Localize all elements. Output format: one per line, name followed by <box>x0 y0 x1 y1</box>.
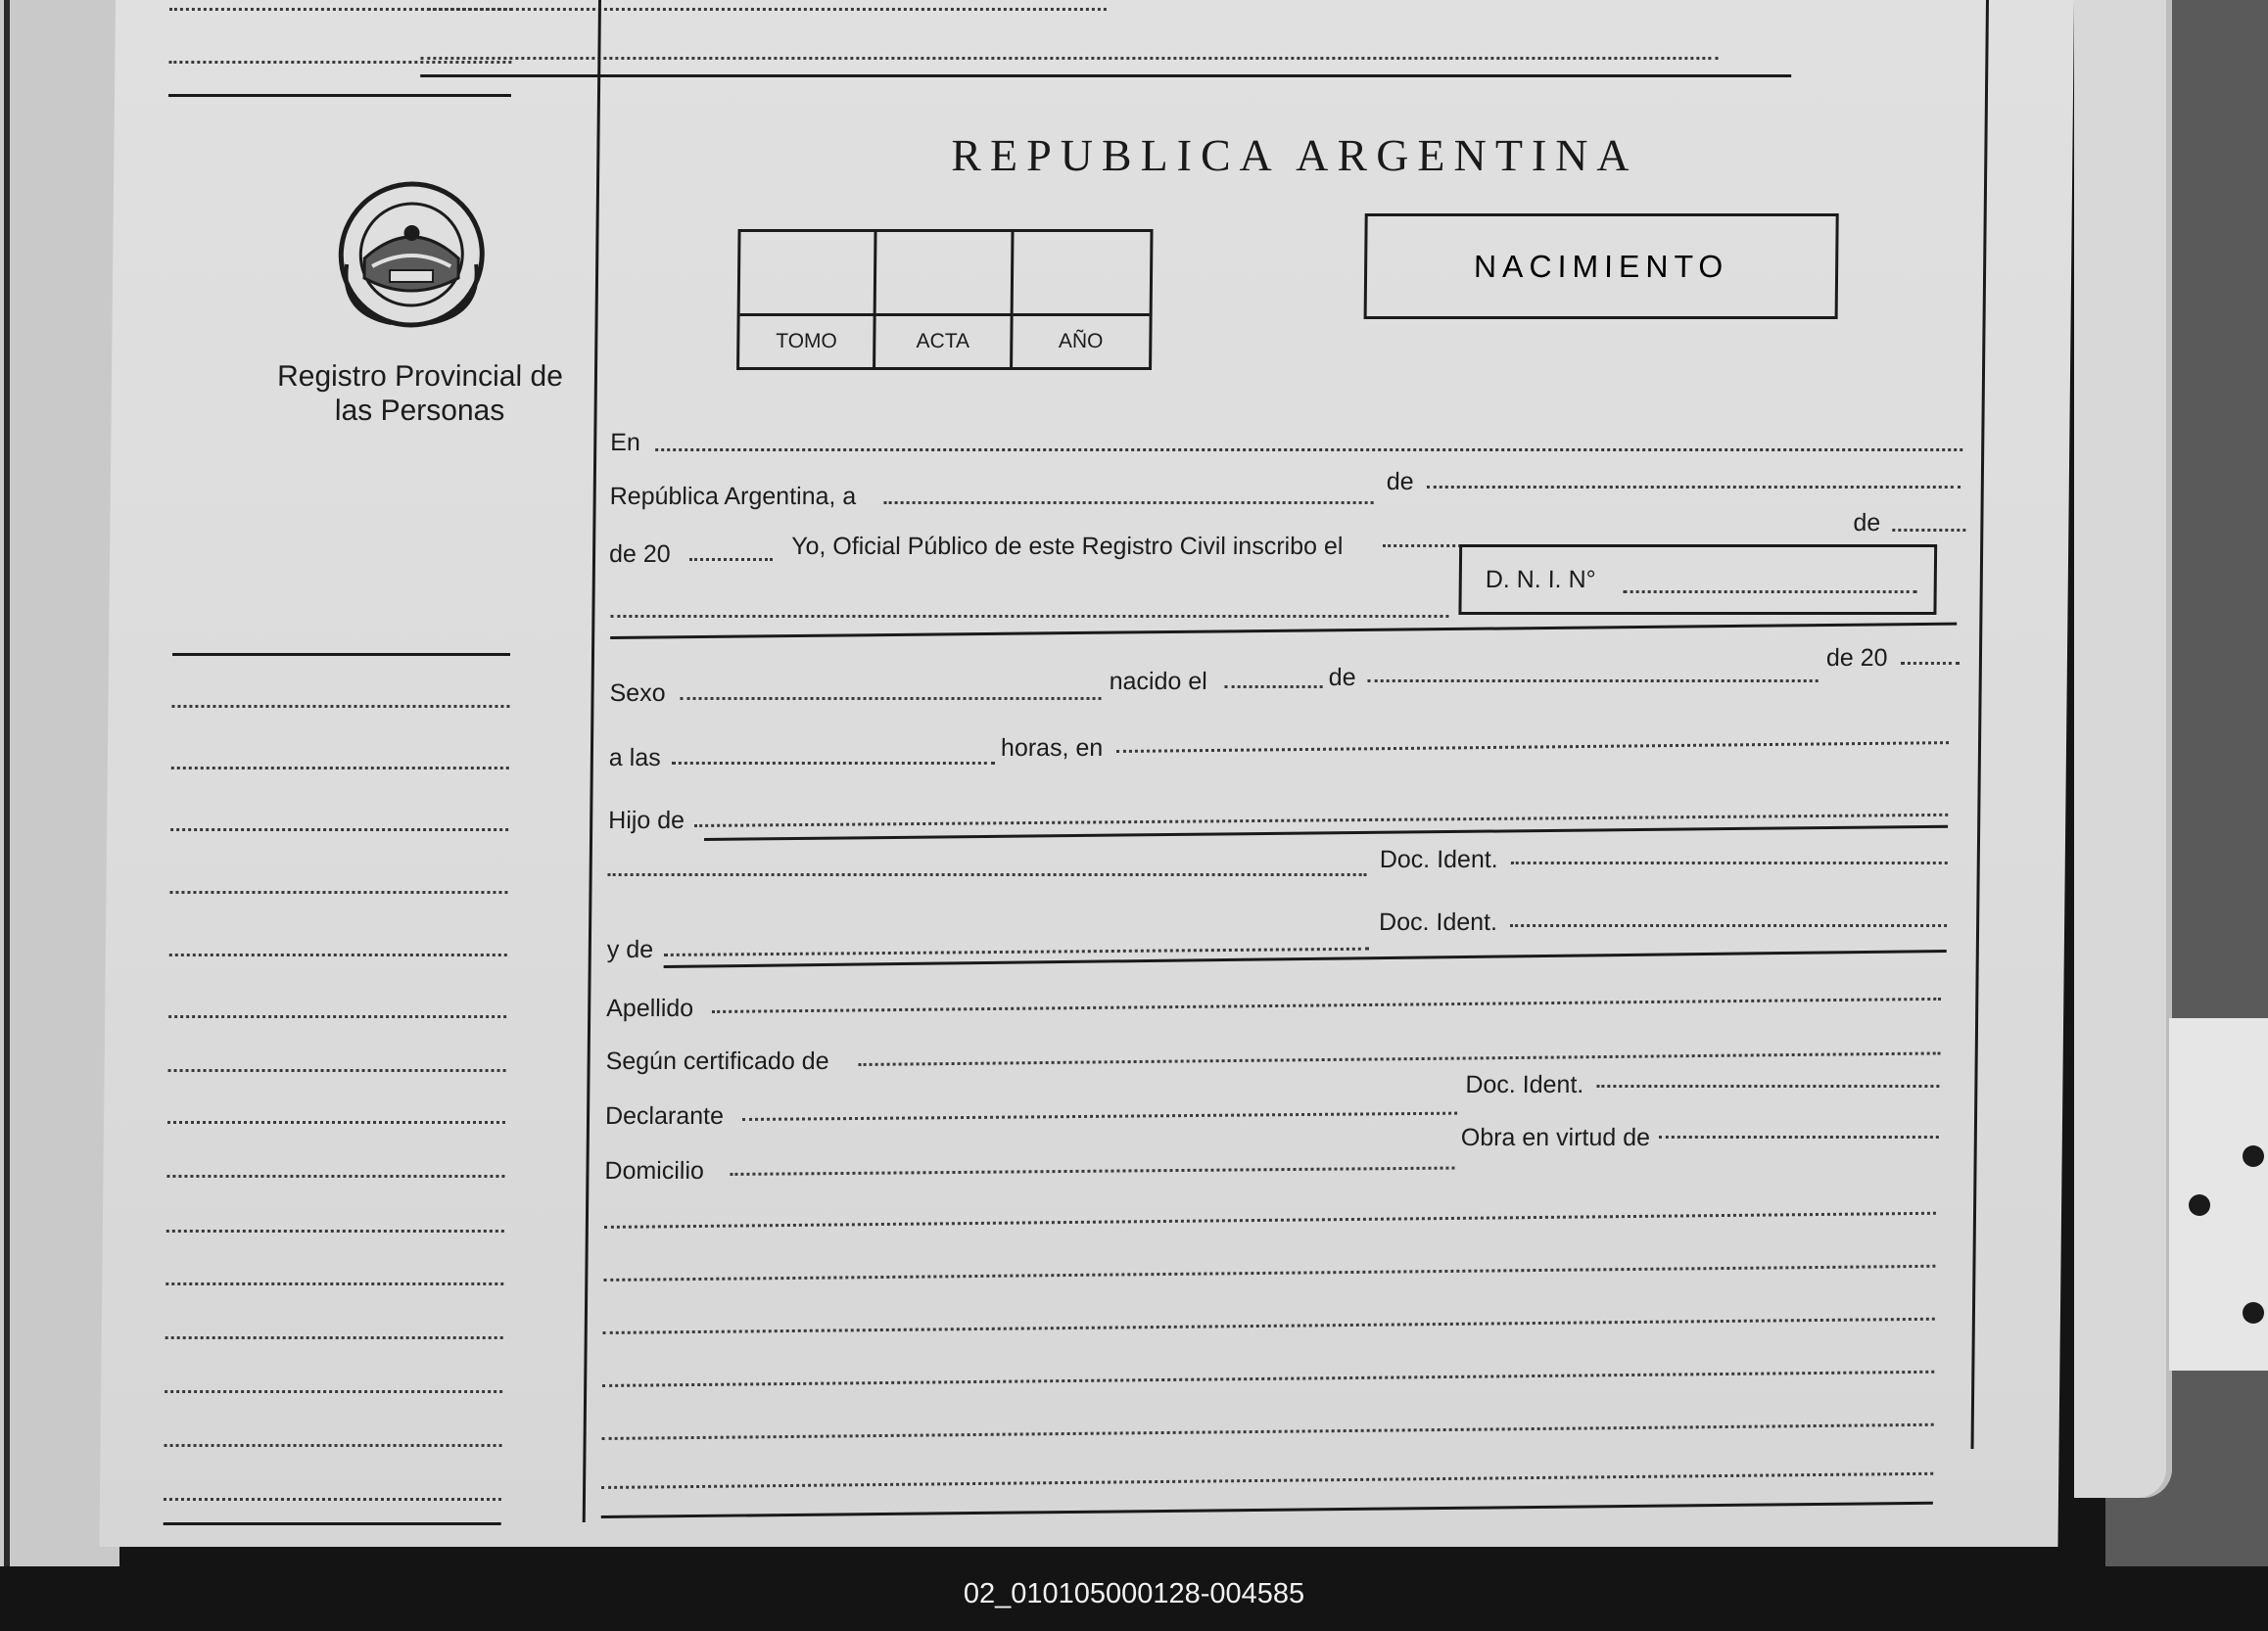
ano-header: AÑO <box>1058 330 1104 352</box>
blank-line <box>168 61 511 64</box>
blank-line <box>165 1336 503 1339</box>
blank-line <box>168 1069 506 1072</box>
dni-label: D. N. I. N° <box>1485 565 1596 593</box>
en-label: En <box>610 429 641 456</box>
blank-line[interactable] <box>1659 1136 1939 1139</box>
blank-line[interactable] <box>694 814 1948 827</box>
y-de-label: y de <box>606 936 654 963</box>
right-border <box>1971 0 1989 1449</box>
blank-line <box>166 1230 504 1233</box>
country-title: REPUBLICA ARGENTINA <box>951 130 1638 180</box>
blank-line[interactable] <box>1368 679 1819 682</box>
blank-line[interactable] <box>664 948 1369 956</box>
a-las-label: a las <box>608 744 661 771</box>
acta-header: ACTA <box>875 316 1013 367</box>
blank-line[interactable] <box>681 697 1102 700</box>
blank-line <box>169 954 507 956</box>
blank-line <box>165 1390 502 1393</box>
birth-certificate-page <box>99 0 2074 1547</box>
registry-name: Registro Provincial de las Personas <box>276 360 564 428</box>
column-divider <box>583 0 601 1522</box>
nacido-el-label: nacido el <box>1109 668 1207 695</box>
dni-input-line[interactable] <box>1624 590 1917 593</box>
acta-value-cell[interactable] <box>876 232 1014 316</box>
blank-line[interactable] <box>655 448 1962 451</box>
divider <box>704 825 1948 841</box>
image-id-caption: 02_010105000128-004585 <box>963 1578 1305 1609</box>
blank-line <box>164 1498 501 1501</box>
divider <box>164 1522 501 1525</box>
blank-line <box>421 8 1107 11</box>
horas-en-label: horas, en <box>1000 734 1104 762</box>
blank-line <box>170 828 508 831</box>
sexo-label: Sexo <box>609 679 666 707</box>
blank-line[interactable] <box>689 558 773 561</box>
doc-ident-label-1: Doc. Ident. <box>1379 846 1498 873</box>
blank-line[interactable] <box>1892 529 1965 532</box>
de-label-3: de <box>1328 664 1356 691</box>
blank-line[interactable] <box>601 1472 1933 1489</box>
hijo-de-label: Hijo de <box>608 807 685 834</box>
blank-line[interactable] <box>712 998 1941 1013</box>
tomo-value-cell[interactable] <box>740 232 877 316</box>
blank-line[interactable] <box>603 1318 1935 1334</box>
blank-line[interactable] <box>1510 924 1947 927</box>
blank-line[interactable] <box>859 1051 1941 1066</box>
doc-ident-label-2: Doc. Ident. <box>1378 909 1498 936</box>
divider <box>420 74 1791 77</box>
blank-line[interactable] <box>603 1265 1935 1282</box>
blank-line[interactable] <box>604 1212 1936 1229</box>
blank-line[interactable] <box>610 615 1448 618</box>
blank-line[interactable] <box>1596 1085 1939 1088</box>
blank-line[interactable] <box>602 1371 1934 1387</box>
blank-line <box>169 891 507 894</box>
blank-line[interactable] <box>730 1167 1454 1176</box>
coat-of-arms-icon <box>332 176 491 333</box>
republica-a-label: República Argentina, a <box>609 483 857 510</box>
segun-certificado-label: Según certificado de <box>605 1048 829 1075</box>
blank-line[interactable] <box>608 873 1367 876</box>
yo-oficial-label: Yo, Oficial Público de este Registro Civil inscribo el <box>791 533 1344 560</box>
record-number-table <box>736 229 1154 370</box>
de-label-2: de <box>1853 509 1881 536</box>
blank-line[interactable] <box>1225 685 1323 688</box>
act-type-box <box>1364 213 1839 319</box>
declarante-label: Declarante <box>604 1102 725 1130</box>
de-label: de <box>1386 468 1414 495</box>
blank-line[interactable] <box>1901 662 1960 665</box>
blank-line <box>420 57 1718 60</box>
apellido-label: Apellido <box>606 995 694 1022</box>
dni-box <box>1458 544 1937 615</box>
divider <box>601 1502 1933 1518</box>
ano-value-cell[interactable] <box>1013 232 1150 316</box>
blank-line[interactable] <box>884 501 1374 504</box>
binder-frame <box>2074 0 2172 1498</box>
blank-line[interactable] <box>672 762 995 765</box>
blank-line <box>166 1175 504 1178</box>
binder-clip <box>2169 1018 2268 1371</box>
de20-label-2: de 20 <box>1825 644 1888 672</box>
blank-line <box>165 1282 503 1285</box>
divider <box>172 653 510 656</box>
blank-line <box>171 705 509 708</box>
act-type-label: NACIMIENTO <box>1473 248 1729 284</box>
de20-label: de 20 <box>608 540 671 568</box>
blank-line[interactable] <box>1116 741 1949 753</box>
obra-en-virtud-label: Obra en virtud de <box>1460 1124 1651 1151</box>
blank-line[interactable] <box>742 1112 1457 1121</box>
blank-line <box>165 1444 502 1447</box>
divider <box>610 623 1957 639</box>
blank-line[interactable] <box>602 1423 1934 1440</box>
doc-ident-label-3: Doc. Ident. <box>1465 1071 1584 1098</box>
blank-line <box>171 767 509 769</box>
blank-line[interactable] <box>1511 862 1948 864</box>
blank-line <box>167 1121 505 1124</box>
tomo-header: TOMO <box>739 316 876 367</box>
blank-line[interactable] <box>1427 486 1961 489</box>
domicilio-label: Domicilio <box>604 1157 705 1185</box>
blank-line <box>168 1015 506 1018</box>
divider <box>168 94 511 97</box>
